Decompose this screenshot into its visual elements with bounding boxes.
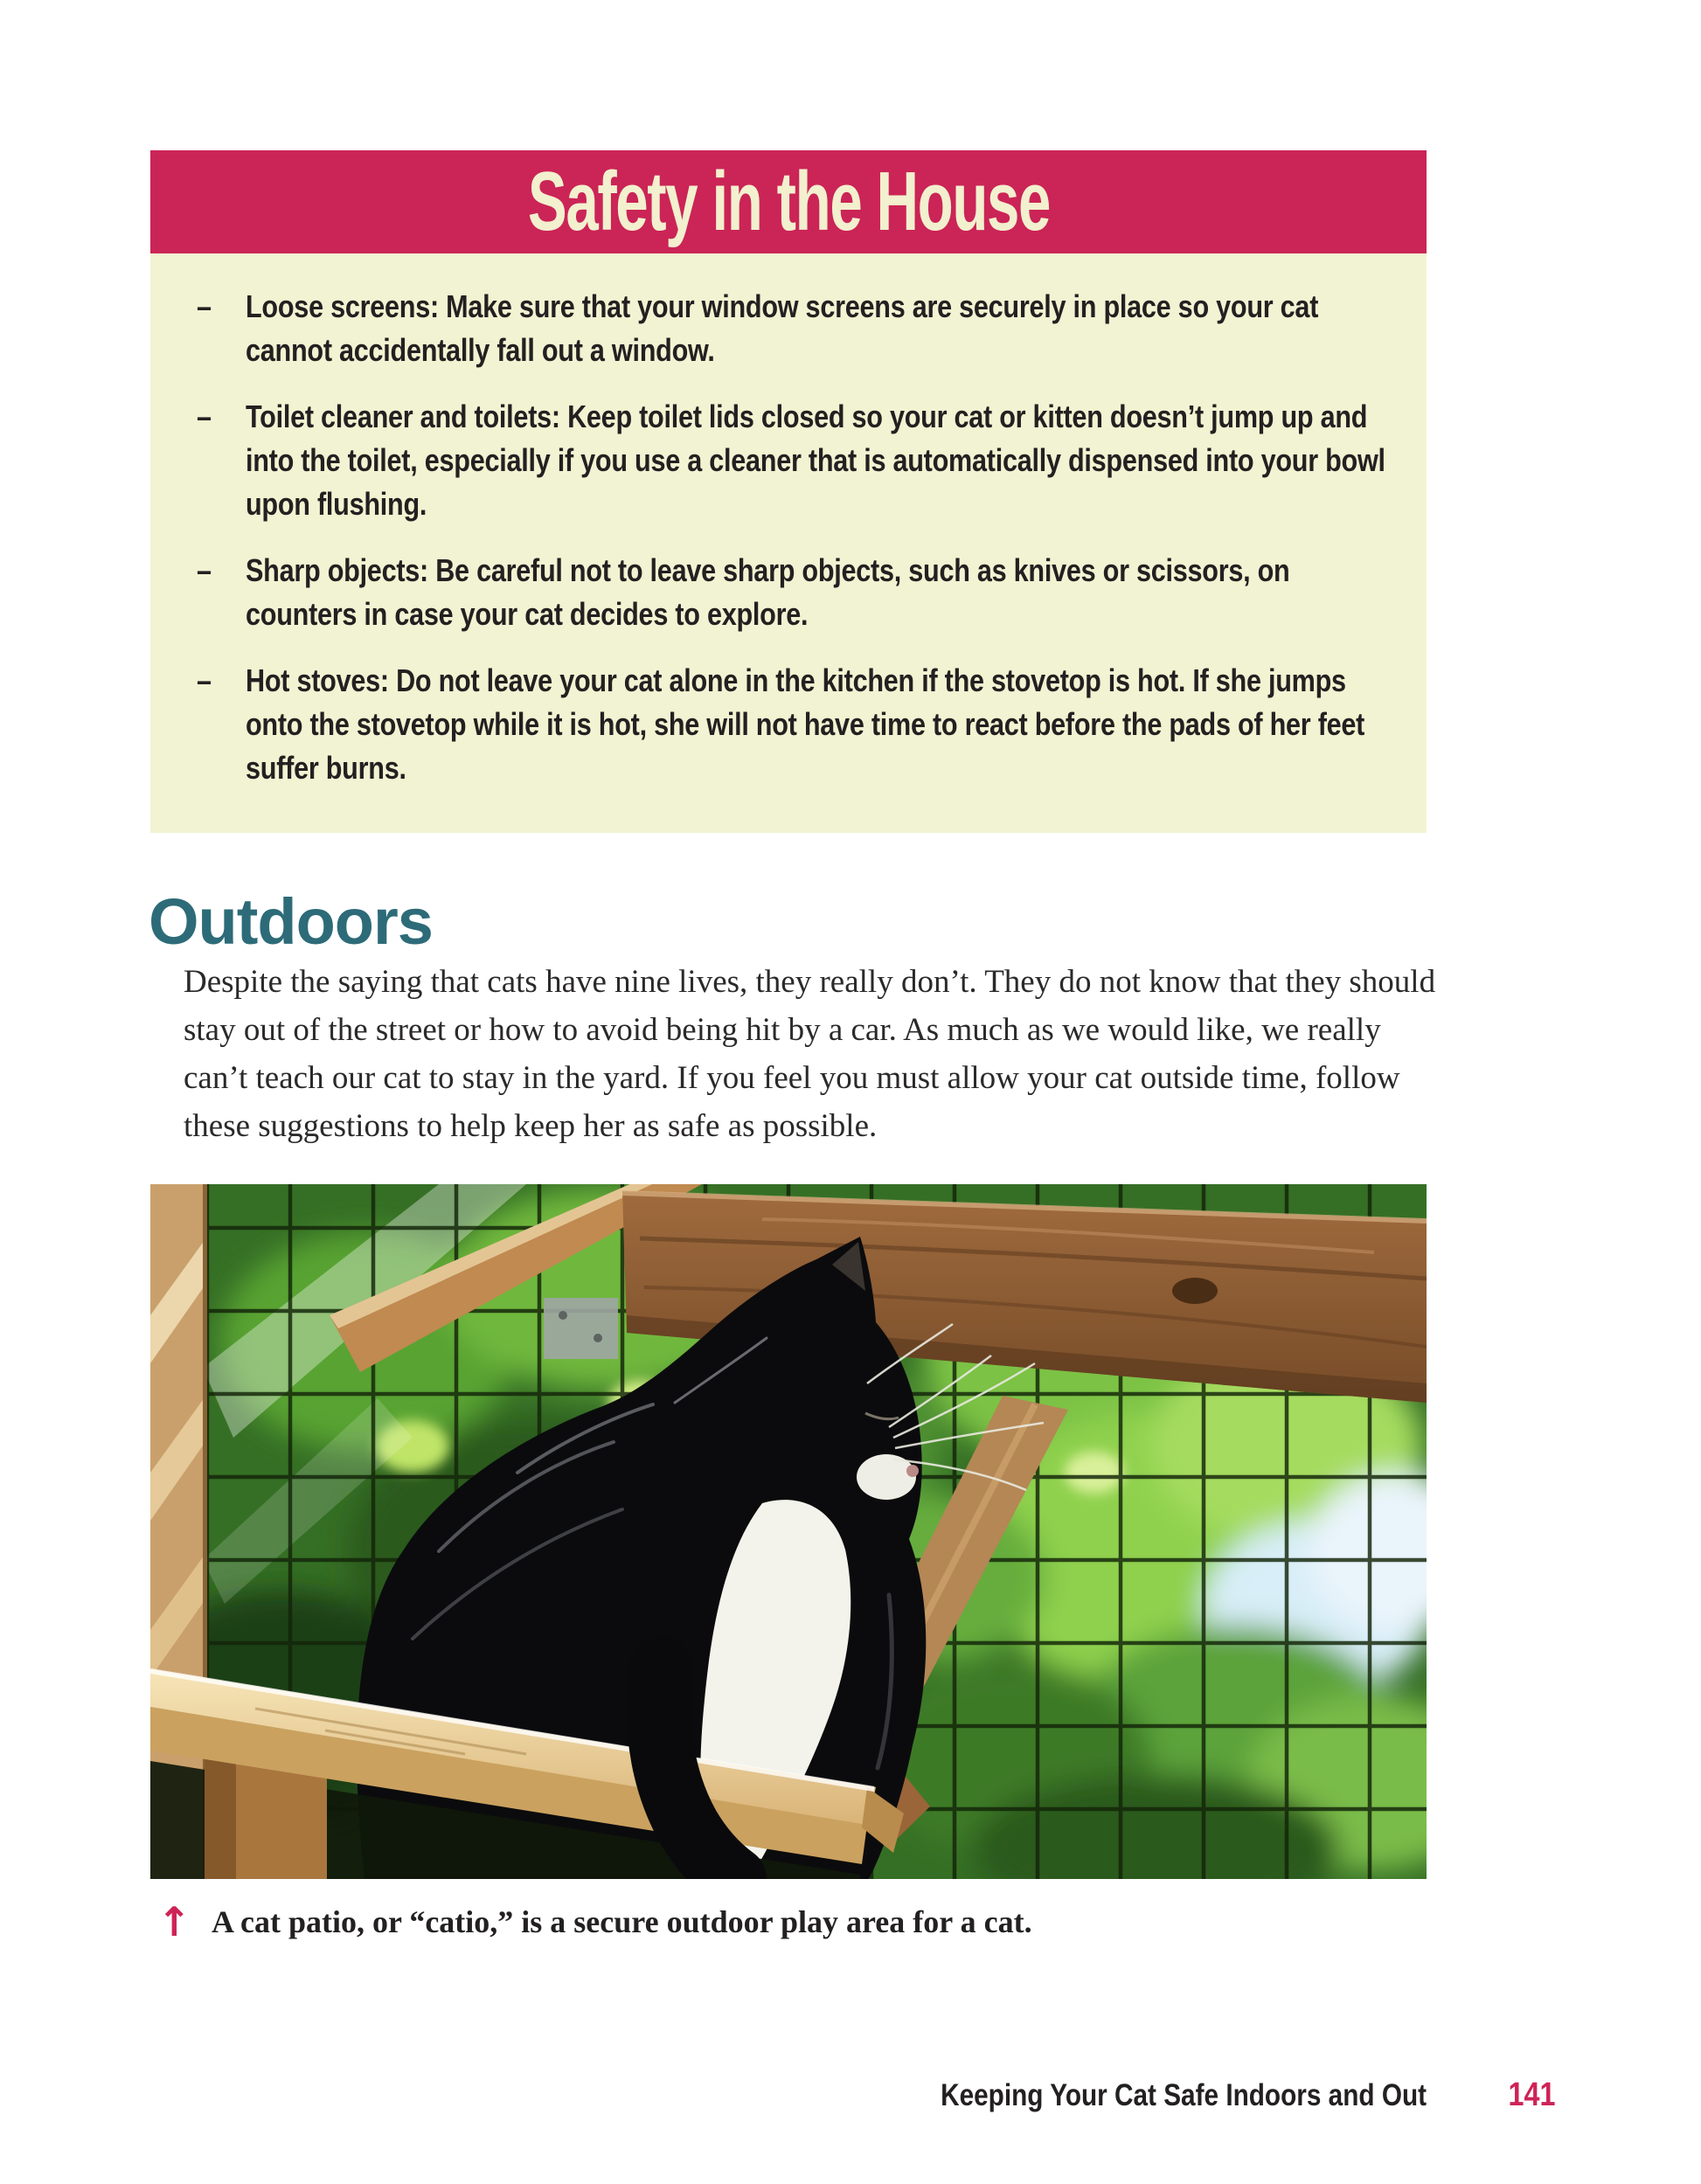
bullet-text-loose-screens: Loose screens: Make sure that your window screens are securely in place so your cat cannot accidentally fall out a window.	[246, 288, 1319, 368]
outdoors-paragraph: Despite the saying that cats have nine lives, they really don’t. They do not know that they should stay out of the street or how to avoid being hit by a car. As much as we would like, we really can’t teach our cat to stay in the yard. If you feel you must allow your cat outside time, follow these suggestions to help keep her as safe as possible.	[184, 964, 1436, 1144]
safety-banner-title: Safety in the House	[527, 155, 1050, 248]
photo-caption	[157, 1898, 1427, 1945]
running-footer-title: Keeping Your Cat Safe Indoors and Out	[940, 2078, 1427, 2112]
outdoors-title: Outdoors	[149, 885, 433, 958]
section-heading-outdoors	[149, 884, 433, 959]
dash-bullet-icon: –	[197, 662, 212, 698]
safety-tips-box	[150, 253, 1427, 833]
catio-photo-illustration	[150, 1184, 1427, 1879]
dash-bullet-icon: –	[197, 399, 212, 434]
bullet-text-toilets: Toilet cleaner and toilets: Keep toilet lids closed so your cat or kitten doesn’t jump up and into the toilet, especially if you use a cleaner that is automatically dispensed into your bowl upon flushing.	[246, 399, 1385, 522]
up-arrow-icon: ↑	[157, 1898, 191, 1945]
bullet-text-sharp-objects: Sharp objects: Be careful not to leave sharp objects, such as knives or scissors, on counters in case your cat decides to explore.	[246, 552, 1290, 632]
page-number: 141	[1508, 2077, 1555, 2113]
safety-banner	[150, 150, 1427, 253]
list-item	[197, 549, 1427, 636]
list-item	[197, 285, 1427, 372]
photo-caption-text: A cat patio, or “catio,” is a secure outdoor play area for a cat.	[212, 1904, 1032, 1939]
dash-bullet-icon: –	[197, 552, 212, 588]
list-item	[197, 395, 1427, 526]
catio-photo	[150, 1184, 1427, 1879]
page-footer	[150, 2077, 1555, 2114]
bullet-text-hot-stoves: Hot stoves: Do not leave your cat alone in the kitchen if the stovetop is hot. If she jumps onto the stovetop while it is hot, she will not have time to react before the pads of her feet suffer burns.	[246, 662, 1365, 786]
metal-bracket	[544, 1298, 618, 1359]
list-item	[197, 659, 1427, 790]
dash-bullet-icon: –	[197, 288, 212, 324]
